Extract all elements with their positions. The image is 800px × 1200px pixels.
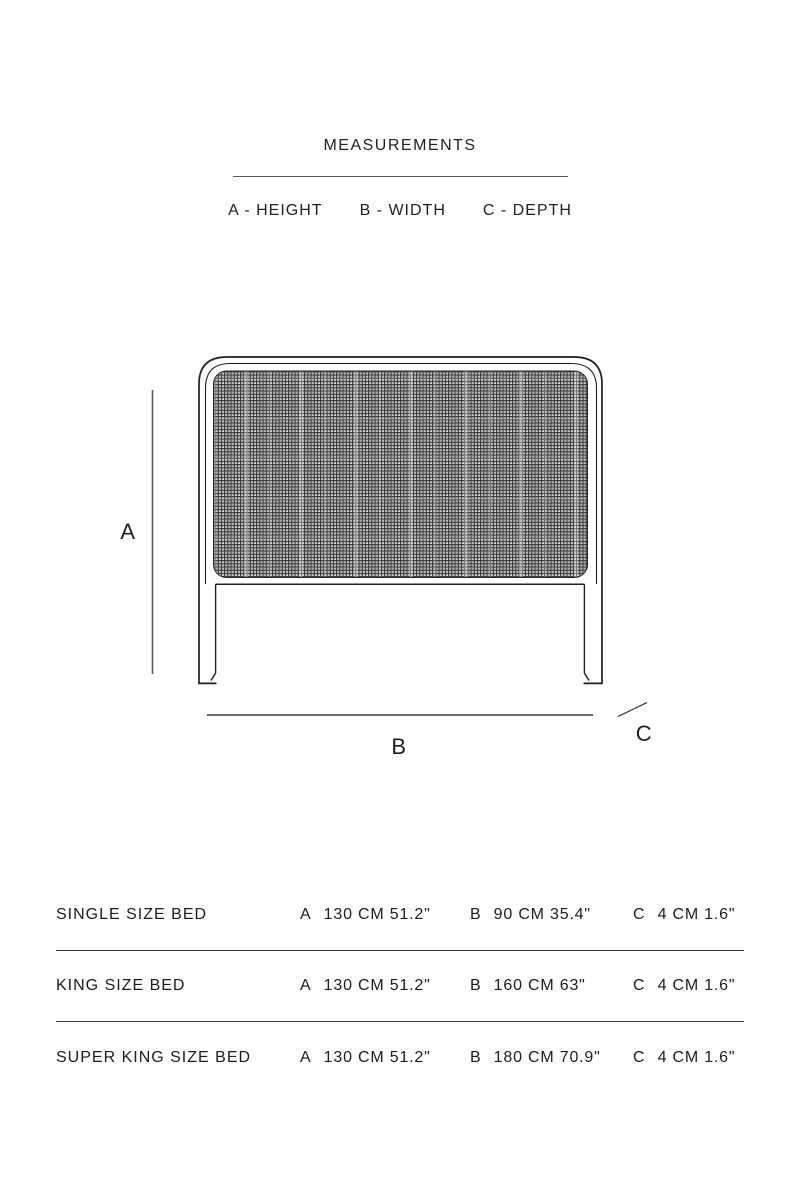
table-row-super-king [56, 1022, 744, 1093]
dim-c-cell [633, 977, 744, 995]
dim-a-cell [300, 977, 470, 995]
right-leg-inner-edge [584, 584, 589, 680]
dim-b-cell [470, 1049, 633, 1067]
table-row-king [56, 951, 744, 1022]
dim-letter-b: B [470, 1048, 481, 1066]
dim-value-c: 4 CM 1.6" [657, 977, 736, 994]
size-table [56, 880, 744, 1093]
dimension-label-b: B [391, 734, 407, 759]
bed-name: SINGLE SIZE BED [56, 906, 208, 923]
legend-item-height: A - HEIGHT [228, 202, 323, 219]
dim-value-b: 160 CM 63" [493, 977, 586, 994]
dim-letter-a: A [300, 1048, 311, 1066]
dim-c-cell [633, 906, 744, 924]
legend-item-depth: C - DEPTH [482, 202, 572, 219]
dim-b-cell [470, 977, 633, 995]
dim-value-a: 130 CM 51.2" [323, 1048, 431, 1066]
dim-letter-b: B [470, 977, 481, 994]
table-row-single [56, 880, 744, 951]
dimension-label-c: C [635, 721, 653, 746]
dim-letter-a: A [300, 977, 311, 994]
dim-value-b: 180 CM 70.9" [493, 1048, 601, 1066]
dim-letter-c: C [633, 1048, 645, 1066]
dimension-line-c [618, 703, 647, 717]
bed-name: KING SIZE BED [56, 977, 186, 994]
legend-item-width: B - WIDTH [359, 202, 446, 219]
dim-letter-b: B [470, 906, 481, 923]
dim-a-cell [300, 1049, 470, 1067]
page-title: MEASUREMENTS [323, 137, 477, 154]
dim-value-c: 4 CM 1.6" [657, 1048, 736, 1066]
dim-value-b: 90 CM 35.4" [493, 906, 591, 923]
dim-a-cell [300, 906, 470, 924]
cane-mesh-panel [214, 371, 588, 578]
dim-letter-c: C [633, 977, 645, 994]
left-leg-inner-edge [211, 584, 216, 680]
dim-letter-a: A [300, 906, 311, 923]
dim-value-a: 130 CM 51.2" [323, 977, 431, 994]
dim-b-cell [470, 906, 633, 924]
dimension-label-a: A [120, 519, 136, 544]
dim-c-cell [633, 1049, 744, 1067]
bed-name: SUPER KING SIZE BED [56, 1048, 252, 1066]
dim-value-c: 4 CM 1.6" [657, 906, 736, 923]
dim-value-a: 130 CM 51.2" [323, 906, 431, 923]
dim-letter-c: C [633, 906, 645, 923]
